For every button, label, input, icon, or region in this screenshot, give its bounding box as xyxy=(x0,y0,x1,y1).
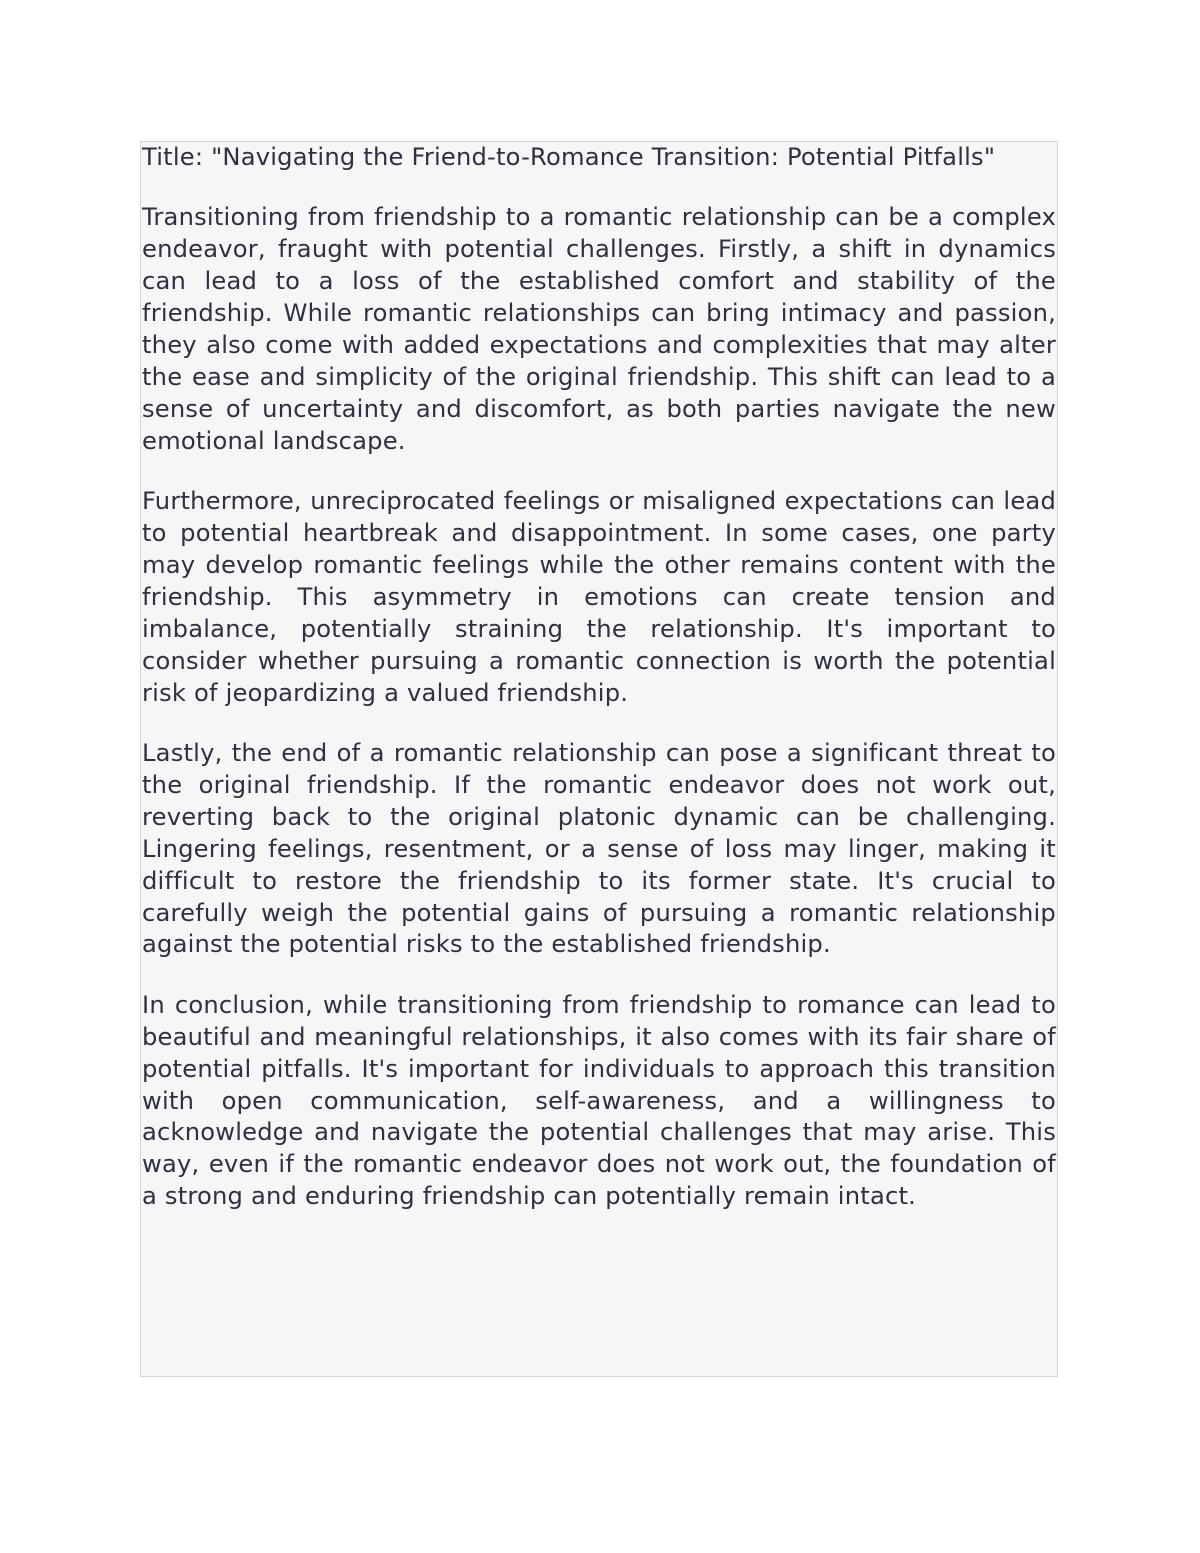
paragraph-4: In conclusion, while transitioning from friendship to romance can lead to beautiful and meaningful relationships, it also comes with its fair share of potential pitfalls. It's important for individuals to approach this transition with open communication, self-awareness, and a willingness to acknowledge and navigate the potential challenges that may arise. This way, even if the romantic endeavor does not work out, the foundation of a strong and enduring friendship can potentially remain intact. xyxy=(142,990,1056,1211)
paragraph-1: Transitioning from friendship to a romantic relationship can be a complex endeavor, fraught with potential challenges. Firstly, a shift in dynamics can lead to a loss of the established comfort and stability of the friendship. While romantic relationships can bring intimacy and passion, they also come with added expectations and complexities that may alter the ease and simplicity of the original friendship. This shift can lead to a sense of uncertainty and discomfort, as both parties navigate the new emotional landscape. xyxy=(142,203,1056,455)
paragraph-2: Furthermore, unreciprocated feelings or misaligned expectations can lead to potential heartbreak and disappointment. In some cases, one party may develop romantic feelings while the other remains content with the friendship. This asymmetry in emotions can create tension and imbalance, potentially straining the relationship. It's important to consider whether pursuing a romantic connection is worth the potential risk of jeopardizing a valued friendship. xyxy=(142,487,1056,707)
document-text-box xyxy=(140,141,1058,1377)
paragraph-3: Lastly, the end of a romantic relationship can pose a significant threat to the original friendship. If the romantic endeavor does not work out, reverting back to the original platonic dynamic can be challenging. Lingering feelings, resentment, or a sense of loss may linger, making it difficult to restore the friendship to its former state. It's crucial to carefully weigh the potential gains of pursuing a romantic relationship against the potential risks to the established friendship. xyxy=(142,739,1056,959)
document-title: Title: "Navigating the Friend-to-Romance Transition: Potential Pitfalls" xyxy=(142,143,996,171)
